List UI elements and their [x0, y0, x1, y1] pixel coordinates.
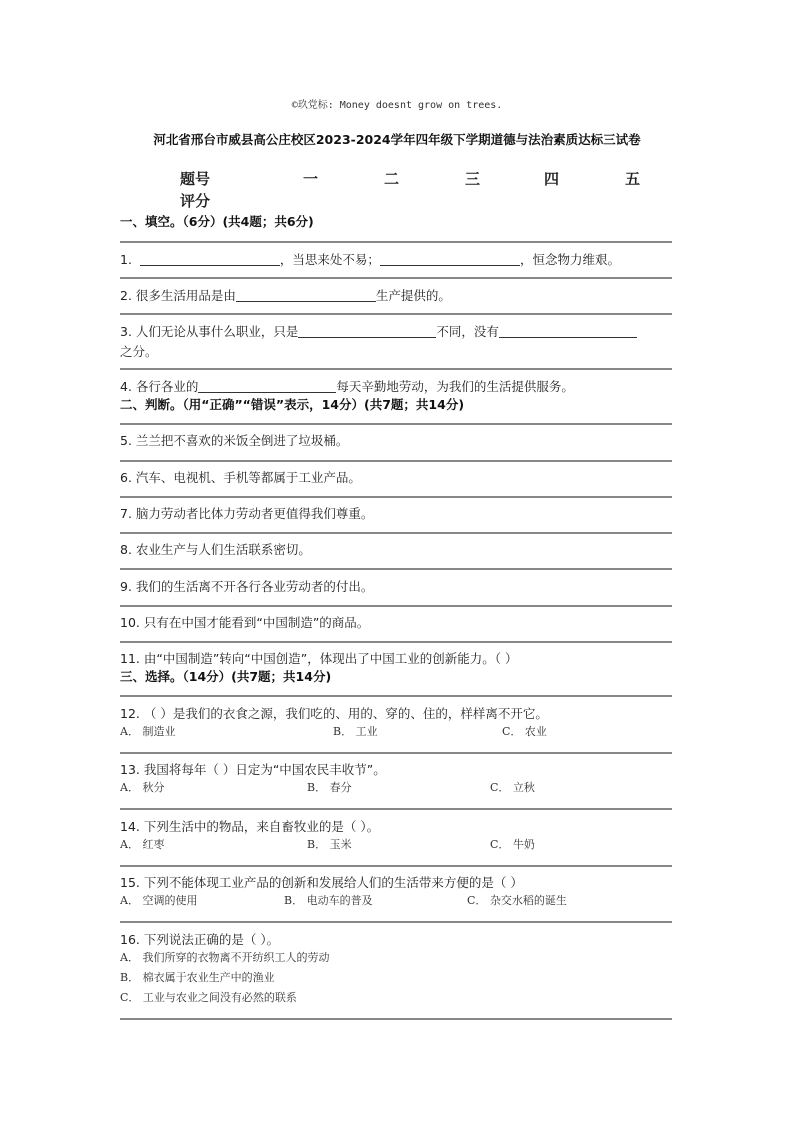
option-c[interactable]: C． 立秋 [490, 781, 535, 794]
divider [120, 641, 672, 643]
question-12: 12. （ ）是我们的衣食之源，我们吃的、用的、穿的、住的，样样离不开它。 [120, 706, 548, 721]
question-16: 16. 下列说法正确的是（ ）。 [120, 932, 280, 947]
question-text: ，恒念物力维艰。 [519, 252, 620, 267]
divider [120, 368, 672, 370]
question-text: 4. 各行各业的 [120, 379, 199, 394]
option-a[interactable]: A． 空调的使用 [120, 894, 198, 907]
divider [120, 1018, 672, 1020]
question-8: 8. 农业生产与人们生活联系密切。 [120, 542, 311, 557]
divider [120, 423, 672, 425]
question-text: 3. 人们无论从事什么职业，只是 [120, 324, 299, 339]
section-fill-heading: 一、填空。（6分）(共4题；共6分) [120, 214, 314, 229]
answer-blank[interactable] [198, 379, 336, 393]
question-10: 10. 只有在中国才能看到“中国制造”的商品。 [120, 615, 370, 630]
score-col-2: 二 [384, 170, 400, 188]
option-a[interactable]: A． 秋分 [120, 781, 165, 794]
question-number: 1. [120, 252, 132, 267]
score-table-row-label: 题号 [180, 170, 211, 188]
question-text: 2. 很多生活用品是由 [120, 288, 236, 303]
section-choice-heading: 三、选择。（14分）(共7题；共14分) [120, 669, 332, 684]
option-c[interactable]: C． 工业与农业之间没有必然的联系 [120, 991, 297, 1004]
question-text: 每天辛勤地劳动，为我们的生活提供服务。 [336, 379, 574, 394]
option-c[interactable]: C． 农业 [502, 725, 547, 738]
section-judge-heading: 二、判断。（用“正确”“错误”表示，14分）(共7题；共14分) [120, 397, 465, 412]
question-7: 7. 脑力劳动者比体力劳动者更值得我们尊重。 [120, 506, 374, 521]
answer-blank[interactable] [140, 252, 280, 266]
divider [120, 752, 672, 754]
option-c[interactable]: C． 牛奶 [490, 838, 535, 851]
question-5: 5. 兰兰把不喜欢的米饭全倒进了垃圾桶。 [120, 433, 349, 448]
question-11: 11. 由“中国制造”转向“中国创造”，体现出了中国工业的创新能力。（ ） [120, 651, 518, 666]
question-4 [120, 377, 574, 395]
score-col-1: 一 [303, 170, 319, 188]
exam-title: 河北省邢台市威县高公庄校区2023-2024学年四年级下学期道德与法治素质达标三试卷 [153, 132, 641, 147]
question-13: 13. 我国将每年（ ）日定为“中国农民丰收节”。 [120, 762, 386, 777]
divider [120, 865, 672, 867]
option-a[interactable]: A． 红枣 [120, 838, 165, 851]
divider [120, 568, 672, 570]
score-col-3: 三 [465, 170, 481, 188]
option-b[interactable]: B． 玉米 [307, 838, 352, 851]
answer-blank[interactable] [236, 288, 376, 302]
question-14: 14. 下列生活中的物品，来自畜牧业的是（ ）。 [120, 819, 380, 834]
question-text: 不同，没有 [436, 324, 499, 339]
divider [120, 532, 672, 534]
answer-blank[interactable] [499, 324, 637, 338]
divider [120, 808, 672, 810]
divider [120, 496, 672, 498]
option-b[interactable]: B． 工业 [333, 725, 378, 738]
option-b[interactable]: B． 春分 [307, 781, 352, 794]
question-9: 9. 我们的生活离不开各行各业劳动者的付出。 [120, 579, 374, 594]
answer-blank[interactable] [380, 252, 520, 266]
divider [120, 313, 672, 315]
question-3 [120, 322, 637, 340]
question-3-line2: 之分。 [120, 344, 158, 359]
answer-blank[interactable] [298, 324, 436, 338]
option-a[interactable]: A． 我们所穿的衣物离不开纺织工人的劳动 [120, 951, 330, 964]
divider [120, 460, 672, 462]
option-a[interactable]: A． 制造业 [120, 725, 176, 738]
question-text: ，当思来处不易； [279, 252, 380, 267]
score-col-4: 四 [544, 170, 560, 188]
score-table-score-label: 评分 [180, 192, 211, 210]
divider [120, 241, 672, 243]
page-motto: ©玖党标: Money doesnt grow on trees. [291, 100, 503, 111]
score-col-5: 五 [625, 170, 641, 188]
divider [120, 277, 672, 279]
question-6: 6. 汽车、电视机、手机等都属于工业产品。 [120, 470, 361, 485]
divider [120, 695, 672, 697]
divider [120, 605, 672, 607]
option-b[interactable]: B． 电动车的普及 [284, 894, 373, 907]
question-2 [120, 286, 451, 304]
divider [120, 921, 672, 923]
option-b[interactable]: B． 棉衣属于农业生产中的渔业 [120, 971, 275, 984]
option-c[interactable]: C． 杂交水稻的诞生 [467, 894, 567, 907]
question-1 [120, 250, 620, 268]
question-15: 15. 下列不能体现工业产品的创新和发展给人们的生活带来方便的是（ ） [120, 875, 523, 890]
question-text: 生产提供的。 [375, 288, 451, 303]
